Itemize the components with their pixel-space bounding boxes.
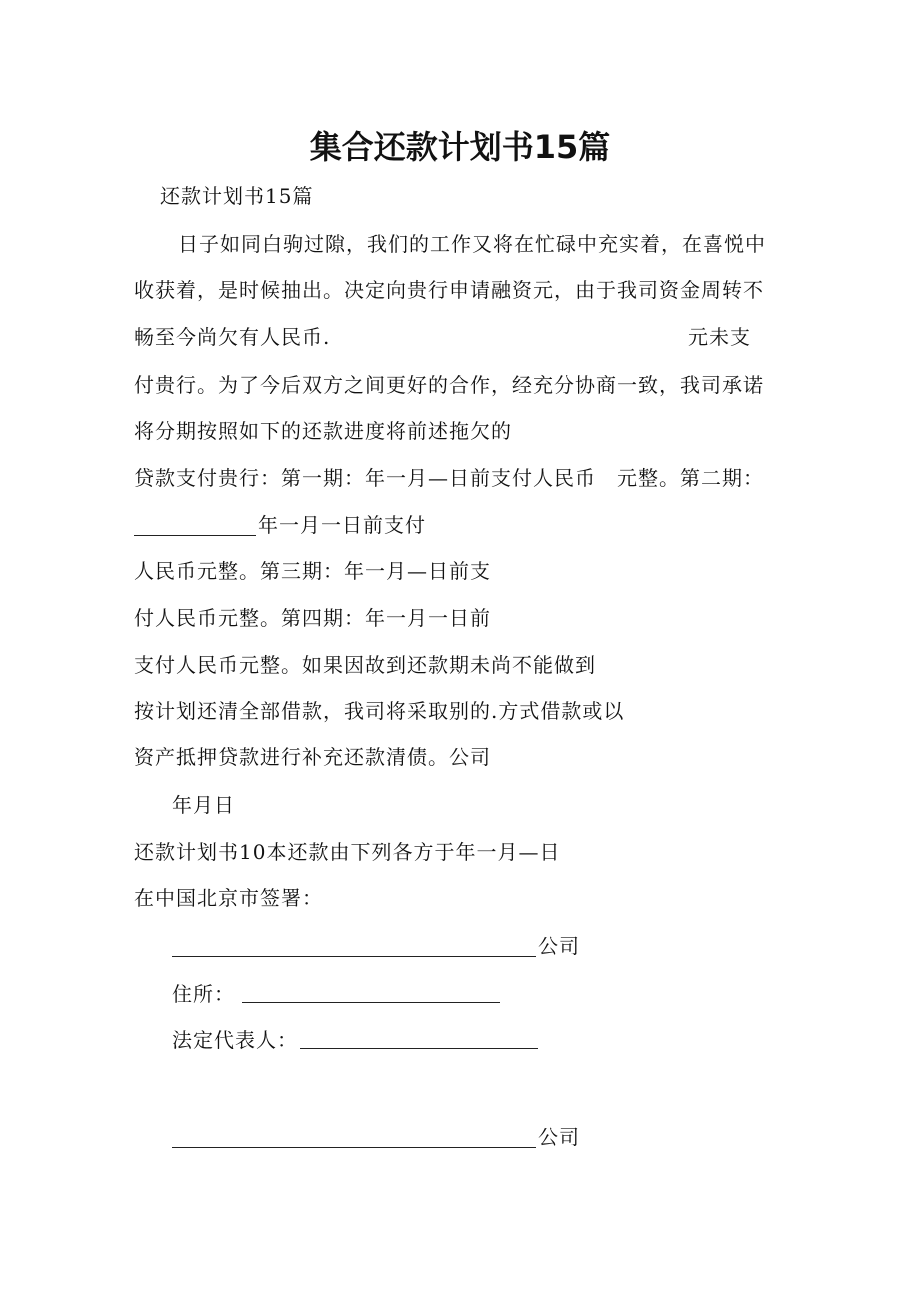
paragraph-line-3b: 元未支 [688,325,751,349]
legal-representative-underline [300,1047,538,1049]
address-underline [242,1001,500,1003]
company-2-underline [172,1146,536,1148]
paragraph-line-14: 在中国北京市签署： [134,886,323,910]
paragraph-line-3a: 畅至今尚欠有人民币. [134,325,331,349]
paragraph-line-8: 人民币元整。第三期：年一月—日前支 [134,559,491,583]
blank-underline [134,534,256,536]
paragraph-line-13: 还款计划书10本还款由下列各方于年一月—日 [134,840,561,864]
paragraph-line-4: 付贵行。为了今后双方之间更好的合作，经充分协商一致，我司承诺 [134,373,764,397]
paragraph-line-6: 贷款支付贵行：第一期：年一月—日前支付人民币 元整。第二期： [134,466,764,490]
company-1-label: 公司 [538,934,580,958]
document-title: 集合还款计划书15篇 [309,128,611,166]
company-2-label: 公司 [538,1125,580,1149]
paragraph-line-11: 按计划还清全部借款，我司将采取别的.方式借款或以 [134,699,625,723]
document-subtitle: 还款计划书15篇 [160,184,314,208]
paragraph-line-1: 日子如同白驹过隙，我们的工作又将在忙碌中充实着，在喜悦中 [178,232,766,256]
paragraph-line-12: 资产抵押贷款进行补充还款清债。公司 [134,745,491,769]
address-label: 住所： [172,982,235,1006]
paragraph-line-10: 支付人民币元整。如果因故到还款期未尚不能做到 [134,653,596,677]
paragraph-line-7: 年一月一日前支付 [258,513,426,537]
paragraph-line-9: 付人民币元整。第四期：年一月一日前 [134,606,491,630]
paragraph-line-5: 将分期按照如下的还款进度将前述拖欠的 [134,419,512,443]
legal-representative-label: 法定代表人： [172,1028,298,1052]
company-1-underline [172,955,536,957]
date-line: 年月日 [172,793,235,817]
paragraph-line-2: 收获着，是时候抽出。决定向贵行申请融资元，由于我司资金周转不 [134,278,764,302]
